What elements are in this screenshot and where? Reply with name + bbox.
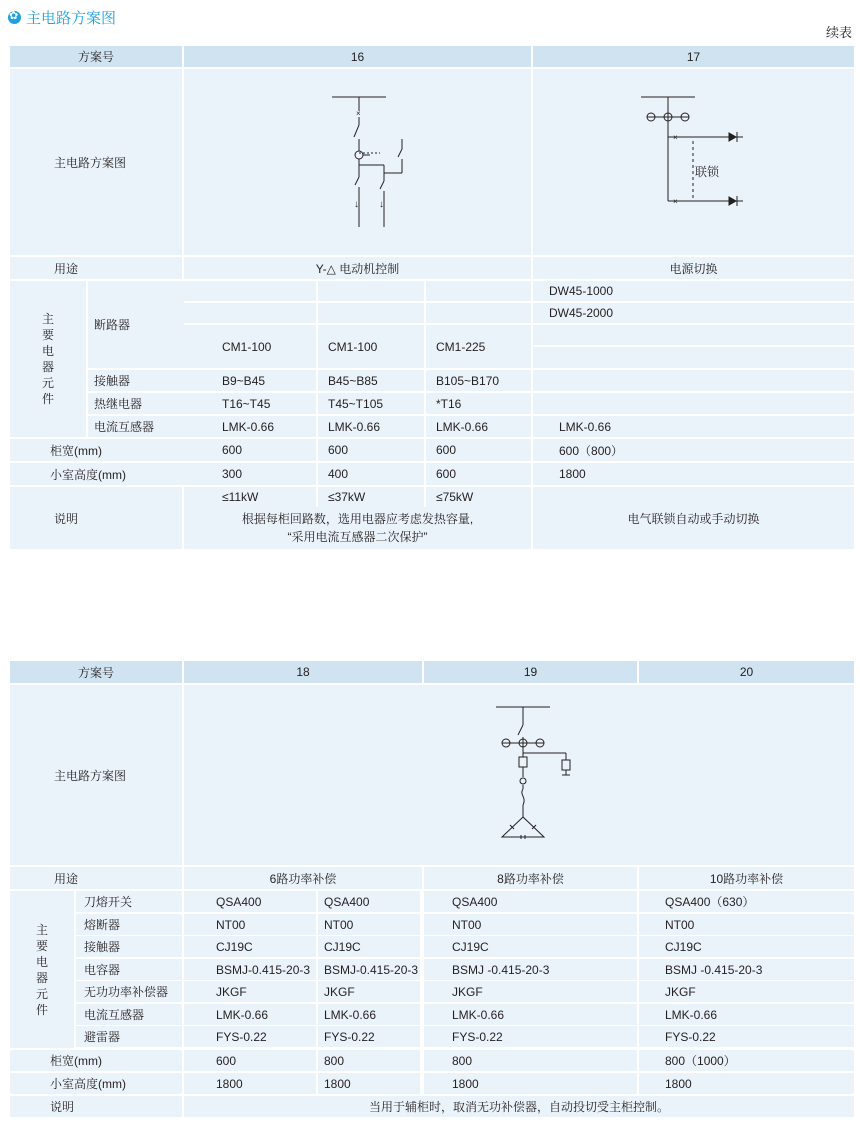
circuit-diagram-compensation bbox=[184, 685, 854, 865]
breaker-label: 断路器 bbox=[88, 281, 184, 368]
note-16-line2: “采用电流互感器二次保护” bbox=[287, 530, 428, 544]
svg-text:×: × bbox=[673, 133, 678, 142]
table1-scheme-17: 17 bbox=[533, 46, 854, 67]
breaker-17-1: DW45-1000 bbox=[533, 281, 854, 301]
component-row-value: FYS-0.22 bbox=[639, 1026, 854, 1047]
height-b: 400 bbox=[318, 463, 424, 485]
table2-scheme-19: 19 bbox=[424, 661, 637, 683]
diagram-17-cell bbox=[533, 69, 854, 255]
usage-16: Y-△ 电动机控制 bbox=[184, 257, 531, 279]
component-row-value: NT00 bbox=[639, 914, 854, 935]
table2-height-label: 小室高度(mm) bbox=[10, 1073, 182, 1094]
svg-text:↓: ↓ bbox=[354, 199, 359, 210]
t2-width-c: 800 bbox=[424, 1050, 637, 1071]
power-b: ≤37kW bbox=[318, 487, 424, 507]
component-row-label: 电容器 bbox=[76, 959, 182, 980]
diagram-18-20-cell bbox=[184, 685, 854, 865]
svg-text:×: × bbox=[673, 197, 678, 206]
width-c: 600 bbox=[426, 439, 531, 461]
table2-main-components-label: 主 要 电 器 元 件 bbox=[10, 891, 74, 1048]
height-a: 300 bbox=[184, 463, 316, 485]
component-row-value: NT00 bbox=[424, 914, 637, 935]
t2-width-b: 800 bbox=[318, 1050, 420, 1071]
t2-height-c: 1800 bbox=[424, 1073, 637, 1094]
power-c: ≤75kW bbox=[426, 487, 531, 507]
component-row-value: FYS-0.22 bbox=[184, 1026, 316, 1047]
empty-cell bbox=[318, 303, 424, 323]
contactor-b: B45~B85 bbox=[318, 370, 424, 391]
ct-b: LMK-0.66 bbox=[318, 416, 424, 437]
height-d: 1800 bbox=[533, 463, 854, 485]
empty-cell bbox=[533, 370, 854, 391]
table1-header-label: 方案号 bbox=[10, 46, 182, 67]
breaker-16-c: CM1-225 bbox=[426, 325, 531, 368]
component-row-value: FYS-0.22 bbox=[318, 1026, 420, 1047]
component-row-value: QSA400 bbox=[424, 891, 637, 912]
component-row-label: 接触器 bbox=[76, 936, 182, 957]
component-row-label: 熔断器 bbox=[76, 914, 182, 935]
table2-usage-label: 用途 bbox=[10, 867, 182, 889]
component-row-value: LMK-0.66 bbox=[424, 1004, 637, 1025]
component-row-value: JKGF bbox=[184, 981, 316, 1002]
circuit-diagram-16 bbox=[184, 69, 531, 255]
component-row-value: QSA400 bbox=[318, 891, 420, 912]
usage-17: 电源切换 bbox=[533, 257, 854, 279]
empty-cell bbox=[184, 281, 316, 301]
t2-height-d: 1800 bbox=[639, 1073, 854, 1094]
t2-width-d: 800（1000） bbox=[639, 1050, 854, 1071]
table2-diagram-label: 主电路方案图 bbox=[10, 685, 182, 865]
empty-cell bbox=[533, 325, 854, 345]
note-label: 说明 bbox=[10, 487, 182, 549]
empty-cell bbox=[426, 281, 531, 301]
table2-width-label: 柜宽(mm) bbox=[10, 1050, 182, 1071]
component-row-value: JKGF bbox=[318, 981, 420, 1002]
note-17: 电气联锁自动或手动切换 bbox=[533, 487, 854, 549]
component-row-value: FYS-0.22 bbox=[424, 1026, 637, 1047]
component-row-value: QSA400（630） bbox=[639, 891, 854, 912]
empty-cell bbox=[318, 281, 424, 301]
width-label: 柜宽(mm) bbox=[10, 439, 188, 461]
diagram-16-cell bbox=[184, 69, 531, 255]
empty-cell bbox=[533, 347, 854, 368]
usage-19: 8路功率补偿 bbox=[424, 867, 637, 889]
component-row-value: NT00 bbox=[318, 914, 420, 935]
component-row-label: 避雷器 bbox=[76, 1026, 182, 1047]
component-row-value: BSMJ-0.415-20-3 bbox=[184, 959, 316, 980]
t2-width-a: 600 bbox=[184, 1050, 316, 1071]
thermal-b: T45~T105 bbox=[318, 393, 424, 414]
component-row-value: QSA400 bbox=[184, 891, 316, 912]
ct-label: 电流互感器 bbox=[88, 416, 184, 437]
power-a: ≤11kW bbox=[184, 487, 316, 507]
contactor-c: B105~B170 bbox=[426, 370, 531, 391]
component-row-value: JKGF bbox=[639, 981, 854, 1002]
flower-icon bbox=[8, 11, 21, 24]
table2-note: 当用于辅柜时，取消无功补偿器，自动投切受主柜控制。 bbox=[184, 1096, 854, 1117]
height-label: 小室高度(mm) bbox=[10, 463, 188, 485]
breaker-17-2: DW45-2000 bbox=[533, 303, 854, 323]
thermal-c: *T16 bbox=[426, 393, 531, 414]
component-row-value: LMK-0.66 bbox=[639, 1004, 854, 1025]
height-c: 600 bbox=[426, 463, 531, 485]
usage-18: 6路功率补偿 bbox=[184, 867, 422, 889]
empty-cell bbox=[533, 393, 854, 414]
ct-c: LMK-0.66 bbox=[426, 416, 531, 437]
svg-text:↓: ↓ bbox=[379, 199, 384, 210]
component-row-value: LMK-0.66 bbox=[184, 1004, 316, 1025]
table2-header-label: 方案号 bbox=[10, 661, 182, 683]
width-b: 600 bbox=[318, 439, 424, 461]
usage-20: 10路功率补偿 bbox=[639, 867, 854, 889]
component-row-value: JKGF bbox=[424, 981, 637, 1002]
svg-text:×: × bbox=[356, 109, 361, 118]
note-16-line1: 根据每柜回路数，选用电器应考虑发热容量, bbox=[241, 512, 474, 526]
section-title: 主电路方案图 bbox=[26, 9, 117, 27]
table1-scheme-16: 16 bbox=[184, 46, 531, 67]
width-d: 600（800） bbox=[533, 439, 854, 461]
table2-scheme-18: 18 bbox=[184, 661, 422, 683]
contactor-label: 接触器 bbox=[88, 370, 184, 391]
thermal-label: 热继电器 bbox=[88, 393, 184, 414]
component-row-value: CJ19C bbox=[639, 936, 854, 957]
component-row-value: BSMJ-0.415-20-3 bbox=[318, 959, 420, 980]
table1-main-components-label: 主 要 电 器 元 件 bbox=[10, 281, 86, 437]
component-row-value: BSMJ -0.415-20-3 bbox=[424, 959, 637, 980]
section-header bbox=[8, 6, 116, 28]
breaker-16-b: CM1-100 bbox=[318, 325, 424, 368]
thermal-a: T16~T45 bbox=[184, 393, 316, 414]
ct-a: LMK-0.66 bbox=[184, 416, 316, 437]
component-row-label: 刀熔开关 bbox=[76, 891, 182, 912]
t2-height-a: 1800 bbox=[184, 1073, 316, 1094]
interlock-text: 联锁 bbox=[695, 165, 720, 179]
continuation-label: 续表 bbox=[825, 25, 852, 40]
component-row-value: LMK-0.66 bbox=[318, 1004, 420, 1025]
component-row-value: CJ19C bbox=[184, 936, 316, 957]
contactor-a: B9~B45 bbox=[184, 370, 316, 391]
table1-usage-label: 用途 bbox=[10, 257, 182, 279]
component-row-label: 无功功率补偿器 bbox=[76, 981, 182, 1002]
empty-cell bbox=[184, 303, 316, 323]
component-row-value: BSMJ -0.415-20-3 bbox=[639, 959, 854, 980]
table2-note-label: 说明 bbox=[10, 1096, 182, 1117]
component-row-value: NT00 bbox=[184, 914, 316, 935]
empty-cell bbox=[426, 303, 531, 323]
component-row-value: CJ19C bbox=[424, 936, 637, 957]
component-row-value: CJ19C bbox=[318, 936, 420, 957]
ct-d: LMK-0.66 bbox=[533, 416, 854, 437]
table1-diagram-label: 主电路方案图 bbox=[10, 69, 182, 255]
component-row-label: 电流互感器 bbox=[76, 1004, 182, 1025]
t2-height-b: 1800 bbox=[318, 1073, 420, 1094]
circuit-diagram-17 bbox=[533, 69, 854, 255]
breaker-16-a: CM1-100 bbox=[184, 325, 316, 368]
note-16 bbox=[184, 507, 531, 549]
table2-scheme-20: 20 bbox=[639, 661, 854, 683]
width-a: 600 bbox=[184, 439, 316, 461]
